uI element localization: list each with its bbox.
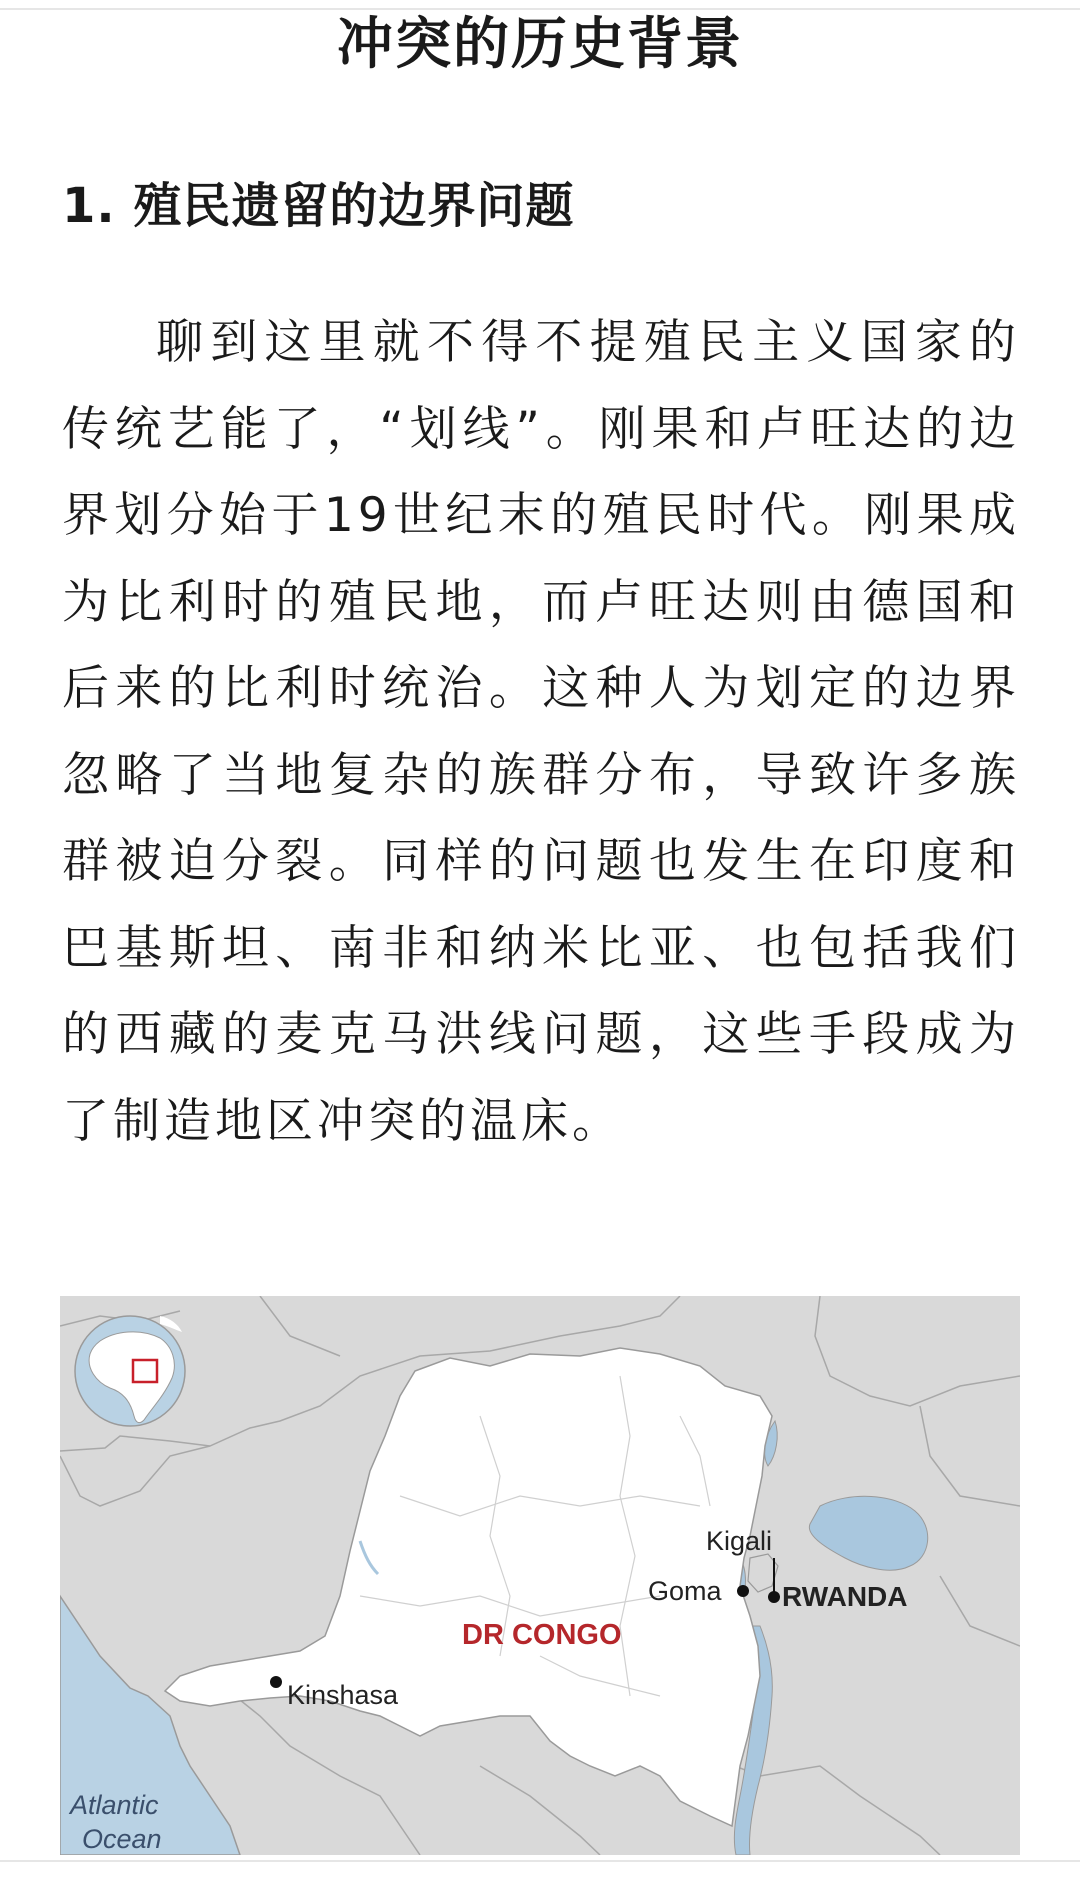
dr-congo-rwanda-map — [60, 1296, 1020, 1855]
kinshasa-marker — [270, 1676, 282, 1688]
kigali-marker — [768, 1591, 780, 1603]
ocean-label-line2: Ocean — [82, 1824, 162, 1854]
locator-globe — [75, 1316, 185, 1426]
bottom-divider — [0, 1860, 1080, 1862]
section-heading: 1. 殖民遗留的边界问题 — [62, 178, 575, 234]
page-title: 冲突的历史背景 — [337, 12, 743, 77]
goma-marker — [737, 1585, 749, 1597]
rwanda-label: RWANDA — [782, 1581, 908, 1612]
kinshasa-label: Kinshasa — [287, 1680, 399, 1710]
goma-label: Goma — [648, 1576, 722, 1606]
kigali-label: Kigali — [706, 1526, 773, 1556]
dr-congo-label: DR CONGO — [462, 1619, 622, 1651]
article-paragraph: 聊到这里就不得不提殖民主义国家的传统艺能了，“划线”。刚果和卢旺达的边界划分始于19世纪末的殖民时代。刚果成为比利时的殖民地，而卢旺达则由德国和后来的比利时统治。这种人为划定的边界忽略了当地复杂的族群分布，导致许多族群被迫分裂。同样的问题也发生在印度和巴基斯坦、南非和纳米比亚、也包括我们的西藏的麦克马洪线问题，这些手段成为了制造地区冲突的温床。 — [62, 315, 1020, 1149]
ocean-label-line1: Atlantic — [70, 1790, 159, 1820]
top-divider — [0, 8, 1080, 10]
